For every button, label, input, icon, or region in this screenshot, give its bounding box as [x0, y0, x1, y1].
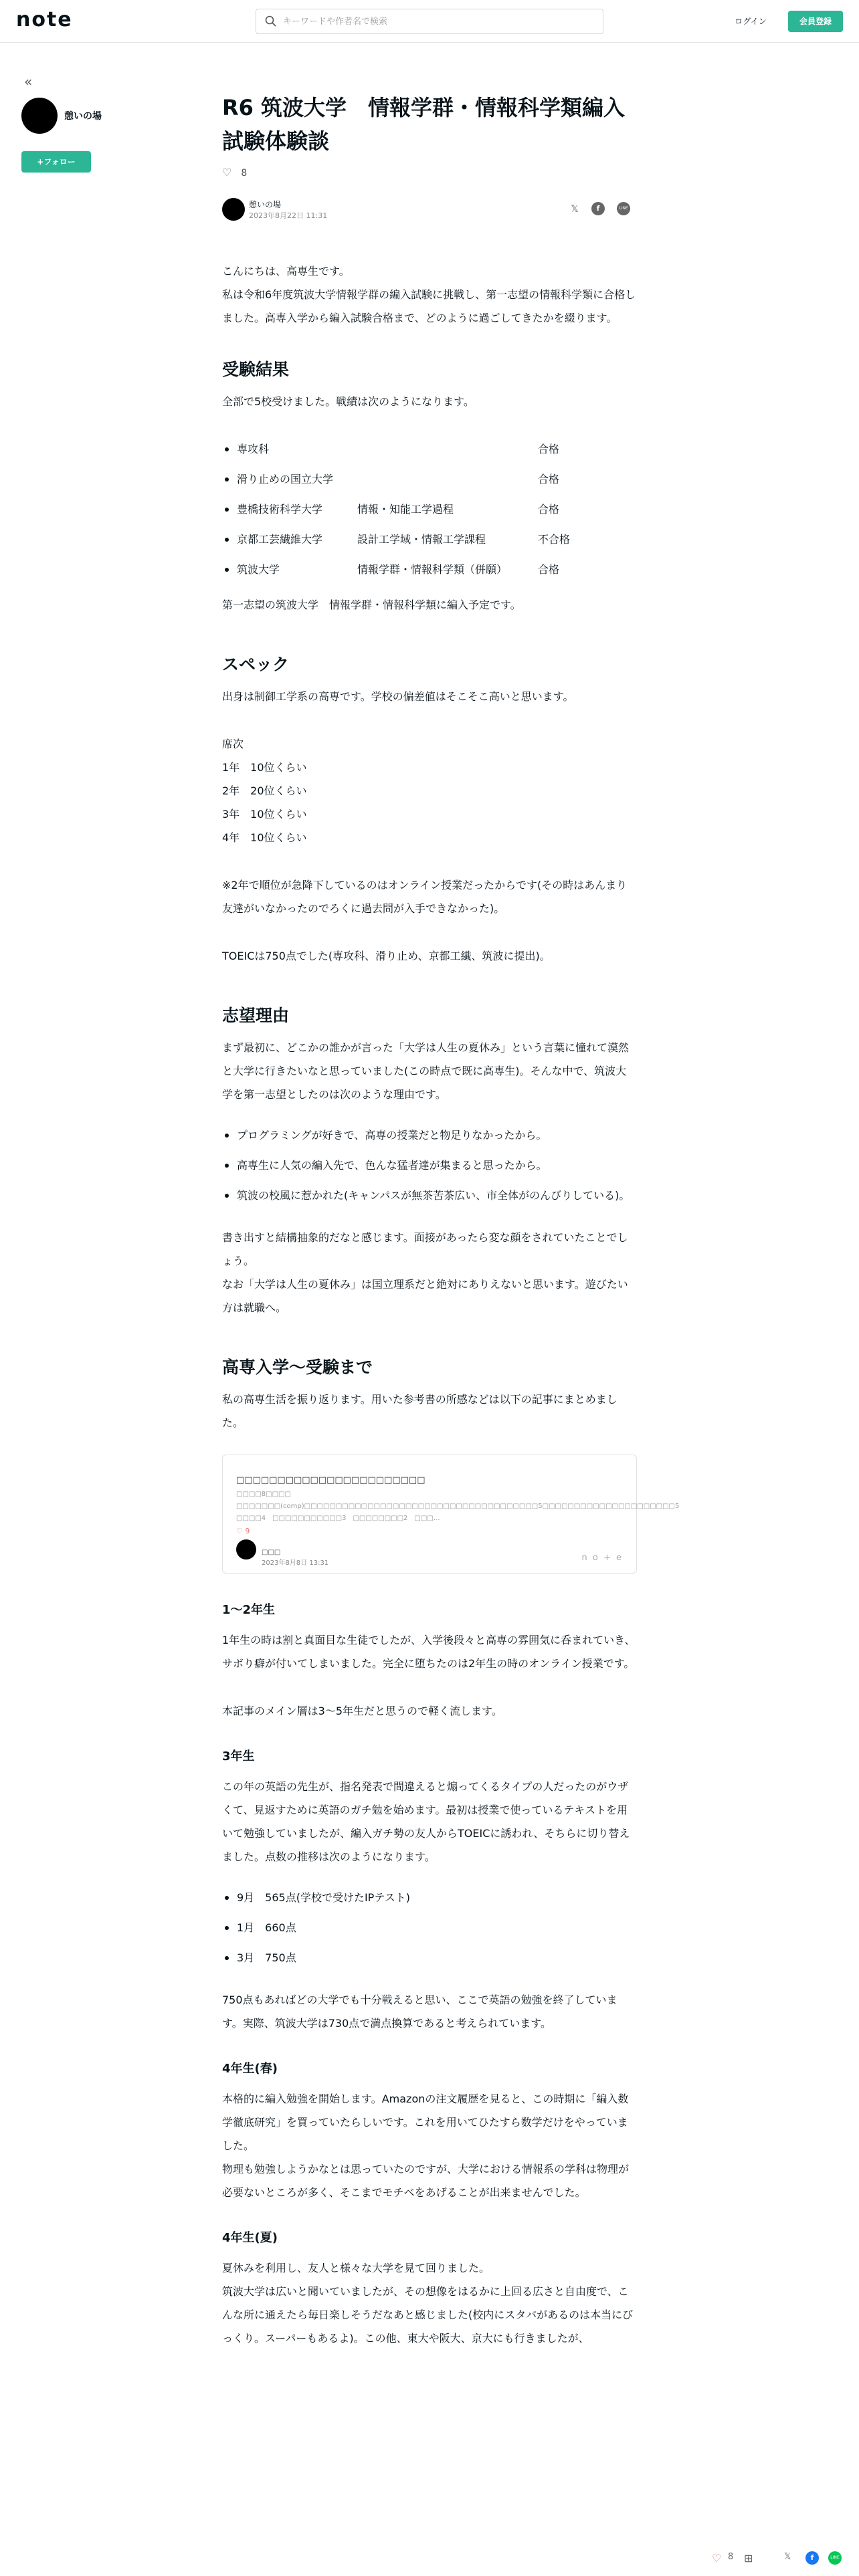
top-nav-bar [0, 0, 859, 43]
spacer [222, 1675, 637, 1699]
school-name: 京都工芸繊維大学 [237, 533, 323, 546]
article-body [222, 259, 686, 2350]
creator-name[interactable]: 憩いの場 [64, 111, 102, 122]
subsection-heading: 1〜2年生 [222, 1603, 276, 1617]
list-item [222, 437, 637, 461]
rank-label: 席次 [222, 738, 244, 750]
list-item: 3月 750点 [222, 1946, 637, 1969]
paragraph: 750点もあればどの大学でも十分戦えると思い、ここで英語の勉強を終了しています。実際、筑波大学は730点で満点換算であると考えられています。 [222, 1994, 617, 2030]
department: 情報・知能工学過程 [357, 503, 454, 516]
result: 合格 [538, 443, 560, 455]
list-item: プログラミングが好きで、高専の授業だと物足りなかったから。 [222, 1123, 637, 1147]
subsection-heading: 4年生(春) [222, 2062, 278, 2076]
creator-avatar[interactable] [21, 98, 58, 134]
department: 情報学群・情報科学類（併願） [357, 563, 508, 576]
paragraph: 第一志望の筑波大学 情報学群・情報科学類に編入予定です。 [222, 599, 521, 611]
list-item [222, 558, 637, 581]
result: 合格 [538, 503, 560, 516]
paragraph: 出身は制御工学系の高専です。学校の偏差値はそこそこ高いと思います。 [222, 690, 574, 703]
section-heading: スペック [222, 655, 290, 674]
embed-author-avatar [236, 1539, 256, 1560]
list-item: 筑波の校風に惹かれた(キャンパスが無茶苦茶広い、市全体がのんびりしている)。 [222, 1184, 637, 1207]
article-title: R6 筑波大学 情報学群・情報科学類編入試験体験談 [222, 95, 626, 154]
likes-row [222, 166, 637, 181]
department [357, 437, 538, 461]
department: 設計工学域・情報工学課程 [357, 533, 486, 546]
subsection-heading: 3年生 [222, 1749, 255, 1763]
search-box[interactable] [256, 9, 603, 34]
paragraph: 書き出すと結構抽象的だなと感じます。面接があったら変な顔をされていたことでしょう。 [222, 1231, 628, 1267]
like-count: 8 [241, 168, 248, 179]
embed-title: □□□□□□□□□□□□□□□□□□□□□□□ [236, 1475, 425, 1485]
school-name: 豊橋技術科学大学 [237, 503, 323, 516]
floating-action-bar [709, 2548, 856, 2571]
login-button[interactable]: ログイン [735, 17, 767, 26]
share-x-icon[interactable]: 𝕏 [571, 204, 579, 215]
rank-line: 1年 10位くらい [222, 761, 307, 774]
section-heading: 受験結果 [222, 360, 290, 379]
school-name: 筑波大学 [237, 563, 280, 576]
list-item: 高専生に人気の編入先で、色んな猛者達が集まると思ったから。 [222, 1154, 637, 1177]
subsection-heading: 4年生(夏) [222, 2231, 278, 2245]
paragraph: 全部で5校受けました。戦績は次のようになります。 [222, 395, 474, 408]
search-icon [264, 15, 278, 28]
paragraph: まず最初に、どこかの誰かが言った「大学は人生の夏休み」という言葉に憧れて漠然と大学に行きたいなと思っていました(この時点で既に高専生)。そんな中で、筑波大学を第一志望としたのは次のような理由です。 [222, 1041, 630, 1101]
school-name: 滑り止めの国立大学 [237, 473, 334, 486]
embed-likes: ♡ 9 [236, 1527, 250, 1535]
result: 合格 [538, 563, 560, 576]
note-logo[interactable]: note [16, 8, 73, 31]
share-x-icon[interactable]: 𝕏 [784, 2552, 791, 2562]
score-list [222, 1886, 637, 1969]
like-count: 8 [728, 2552, 734, 2562]
list-item [222, 467, 637, 491]
list-item: 1月 660点 [222, 1916, 637, 1939]
paragraph: 本格的に編入勉強を開始します。Amazonの注文履歴を見ると、この時期に「編入数学徹底研究」を買っていたらしいです。これを用いてひたすら数学だけをやっていました。 [222, 2092, 629, 2152]
list-item [222, 528, 637, 551]
motive-list [222, 1123, 637, 1207]
embedded-article-card[interactable] [222, 1455, 686, 1574]
author-meta [222, 198, 637, 225]
spacer [222, 849, 637, 873]
results-list [222, 437, 637, 581]
result: 合格 [538, 473, 560, 486]
rank-line: 2年 20位くらい [222, 784, 307, 797]
author-avatar[interactable] [222, 198, 245, 221]
paragraph: 夏休みを利用し、友人と様々な大学を見て回りました。 [222, 2262, 490, 2274]
rank-line: 3年 10位くらい [222, 808, 307, 821]
spacer [222, 708, 637, 732]
result: 不合格 [538, 533, 571, 546]
paragraph: 筑波大学は広いと聞いていましたが、その想像をはるかに上回る広さと自由度で、こんな所に通えたら毎日楽しそうだなあと感じました(校内にスタバがあるのは本当にびっくり。スーパーもあるよ)。この他、東大や阪大、京大にも行きましたが、 [222, 2285, 634, 2345]
share-line-icon[interactable]: LINE [617, 202, 630, 215]
article [222, 91, 686, 2350]
heart-icon[interactable]: ♡ [712, 2552, 722, 2565]
magazine-icon[interactable]: ⊞ [744, 2552, 753, 2565]
school-name: 専攻科 [237, 443, 270, 455]
section-heading: 志望理由 [222, 1006, 290, 1025]
intro-line: 私は令和6年度筑波大学情報学群の編入試験に挑戦し、第一志望の情報科学類に合格しました。高専入学から編入試験合格まで、どのように過ごしてきたかを綴ります。 [222, 288, 636, 324]
collapse-sidebar-icon[interactable]: « [24, 74, 33, 90]
heart-icon[interactable]: ♡ [222, 166, 232, 179]
spacer [222, 920, 637, 944]
list-item [222, 498, 637, 521]
embed-excerpt: □□□□8□□□□ □□□□□□□(comp)□□□□□□□□□□□□□□□□□□□□□□□□□□□□□□□□□□□□□5□□□□□□□□□□□□□□□□□□□□□5 □□□□4 □□□□□□□□□□□3 □□□□□□□□2 □□□… [236, 1491, 686, 1522]
rank-line: 4年 10位くらい [222, 831, 307, 844]
author-name[interactable]: 憩いの場 [249, 200, 282, 209]
section-heading: 高専入学〜受験まで [222, 1358, 373, 1377]
paragraph: ※2年で順位が急降下しているのはオンライン授業だったからです(その時はあんまり友達がいなかったのでろくに過去問が入手できなかった)。 [222, 879, 628, 915]
list-item: 9月 565点(学校で受けたIPテスト) [222, 1886, 637, 1909]
paragraph: 本記事のメイン層は3〜5年生だと思うので軽く流します。 [222, 1705, 502, 1717]
paragraph: 私の高専生活を振り返ります。用いた参考書の所感などは以下の記事にまとめました。 [222, 1393, 617, 1429]
share-facebook-icon[interactable]: f [805, 2551, 819, 2565]
publish-date: 2023年8月22日 11:31 [249, 211, 328, 220]
paragraph: 物理も勉強しようかなとは思っていたのですが、大学における情報系の学科は物理が必要ないところが多く、そこまでモチベをあげることが出来ませんでした。 [222, 2163, 630, 2199]
embed-author: □□□ [262, 1549, 281, 1556]
embed-note-logo: n o + e [581, 1553, 623, 1563]
share-facebook-icon[interactable]: f [591, 202, 605, 215]
embed-date: 2023年8月8日 13:31 [262, 1560, 329, 1567]
search-input[interactable] [283, 13, 591, 29]
paragraph: TOEICは750点でした(専攻科、滑り止め、京都工繊、筑波に提出)。 [222, 950, 551, 962]
signup-button[interactable]: 会員登録 [788, 11, 843, 32]
paragraph: 1年生の時は割と真面目な生徒でしたが、入学後段々と高専の雰囲気に呑まれていき、サボり癖が付いてしまいました。完全に堕ちたのは2年生の時のオンライン授業です。 [222, 1634, 636, 1670]
paragraph: なお「大学は人生の夏休み」は国立理系だと絶対にありえないと思います。遊びたい方は就職へ。 [222, 1278, 628, 1314]
share-line-icon[interactable]: LINE [828, 2551, 842, 2565]
follow-button[interactable]: +フォロー [21, 151, 91, 173]
intro-line: こんにちは、高専生です。 [222, 265, 350, 278]
paragraph: この年の英語の先生が、指名発表で間違えると煽ってくるタイプの人だったのがウザくて、見返すために英語のガチ勉を始めます。最初は授業で使っているテキストを用いて勉強していましたが、編入ガチ勢の友人からTOEICに誘われ、そちらに切り替えました。点数の推移は次のようになります。 [222, 1780, 630, 1863]
